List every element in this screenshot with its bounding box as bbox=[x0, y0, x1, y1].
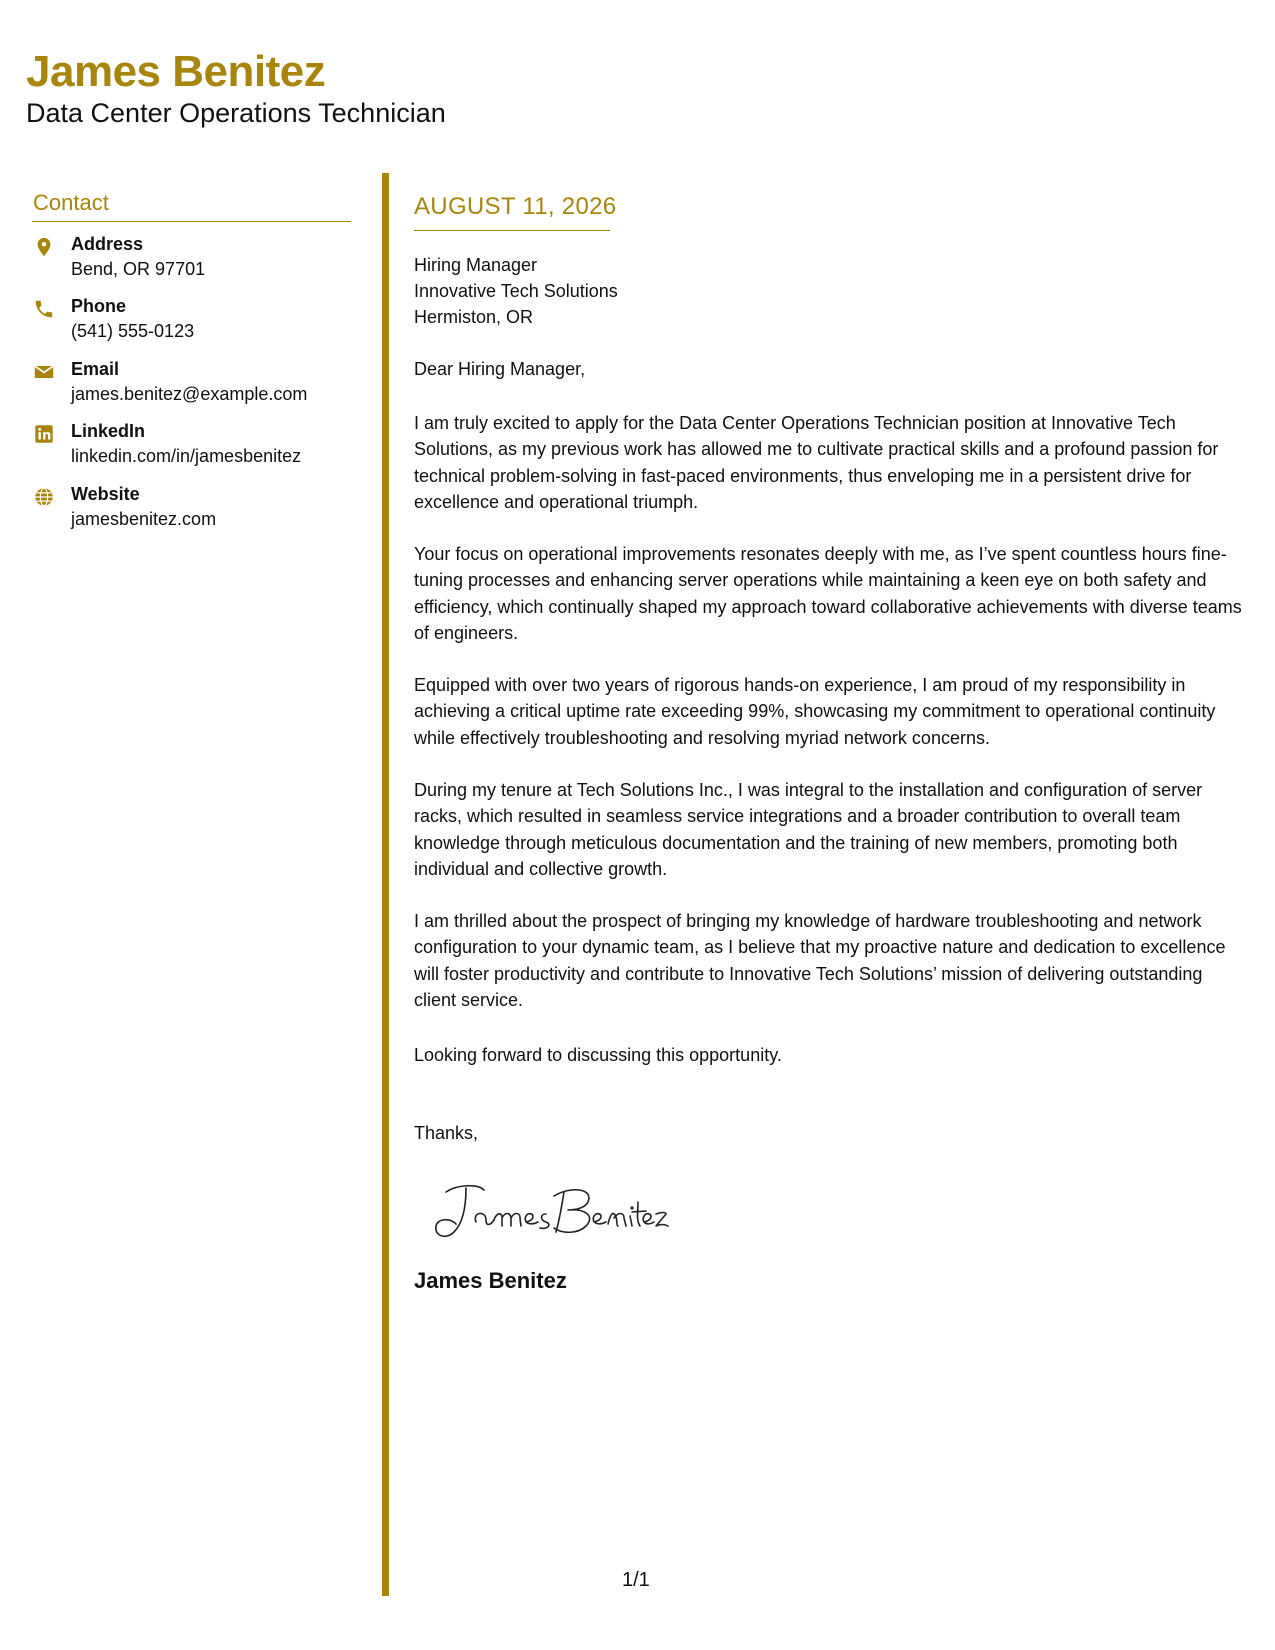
body-paragraph: Your focus on operational improvements resonates deeply with me, as I’ve spent countless hours fine-tuning processes and enhancing server operations while maintaining a keen eye on both safety and efficiency, which continually shaped my approach toward collaborative achievements with diverse teams of engineers. bbox=[414, 544, 1242, 643]
body-paragraph: I am thrilled about the prospect of bringing my knowledge of hardware troubleshooting and network configuration to your dynamic team, as I believe that my proactive nature and dedication to excellence will foster productivity and contribute to Innovative Tech Solutions’ mission of delivering outstanding client service. bbox=[414, 911, 1226, 1010]
contact-link[interactable]: james.benitez@example.com bbox=[71, 384, 308, 404]
contact-link[interactable]: jamesbenitez.com bbox=[71, 509, 217, 529]
body-paragraph: I am truly excited to apply for the Data Center Operations Technician position at Innovative Tech Solutions, as my previous work has allowed me to cultivate practical skills and a profound passion for technical problem-solving in fast-paced environments, thus enveloping me in a persistent drive for excellence and operational triumph. bbox=[414, 413, 1219, 512]
sign-off: Thanks, bbox=[414, 1123, 479, 1143]
envelope-icon bbox=[33, 361, 55, 383]
contact-label: Email bbox=[71, 359, 120, 379]
job-title: Data Center Operations Technician bbox=[26, 98, 446, 128]
contact-label: Website bbox=[71, 484, 140, 504]
salutation: Dear Hiring Manager, bbox=[414, 359, 586, 379]
page-number: 1/1 bbox=[622, 1569, 650, 1591]
body-paragraph: During my tenure at Tech Solutions Inc., I was integral to the installation and configuration of server racks, which resulted in seamless service integrations and a broader contribution to overall team knowledge through meticulous documentation and the training of new members, promoting both individual and collective growth. bbox=[414, 780, 1203, 879]
body-paragraph: Equipped with over two years of rigorous hands-on experience, I am proud of my responsibility in achieving a critical uptime rate exceeding 99%, showcasing my commitment to operational continuity while effectively troubleshooting and resolving myriad network concerns. bbox=[414, 675, 1216, 748]
signed-name: James Benitez bbox=[414, 1268, 567, 1293]
date-underline bbox=[414, 230, 610, 231]
recipient-location: Hermiston, OR bbox=[414, 307, 534, 327]
contact-value: Bend, OR 97701 bbox=[71, 259, 206, 279]
contact-label: LinkedIn bbox=[71, 421, 146, 441]
phone-icon bbox=[33, 298, 55, 320]
candidate-name: James Benitez bbox=[26, 47, 326, 96]
map-pin-icon bbox=[33, 236, 55, 258]
closing-line: Looking forward to discussing this opportunity. bbox=[414, 1045, 782, 1065]
letter-date: AUGUST 11, 2026 bbox=[414, 193, 617, 220]
signature-image bbox=[430, 1178, 670, 1244]
recipient-block bbox=[414, 252, 618, 330]
recipient-name: Hiring Manager bbox=[414, 255, 538, 275]
globe-icon bbox=[33, 486, 55, 508]
contact-value: (541) 555-0123 bbox=[71, 321, 195, 341]
contact-heading: Contact bbox=[33, 190, 109, 215]
contact-label: Phone bbox=[71, 296, 127, 316]
linkedin-icon bbox=[33, 423, 55, 445]
contact-label: Address bbox=[71, 234, 144, 254]
recipient-company: Innovative Tech Solutions bbox=[414, 281, 618, 301]
column-divider bbox=[382, 173, 389, 1596]
contact-link[interactable]: linkedin.com/in/jamesbenitez bbox=[71, 446, 302, 466]
contact-divider bbox=[32, 221, 351, 222]
